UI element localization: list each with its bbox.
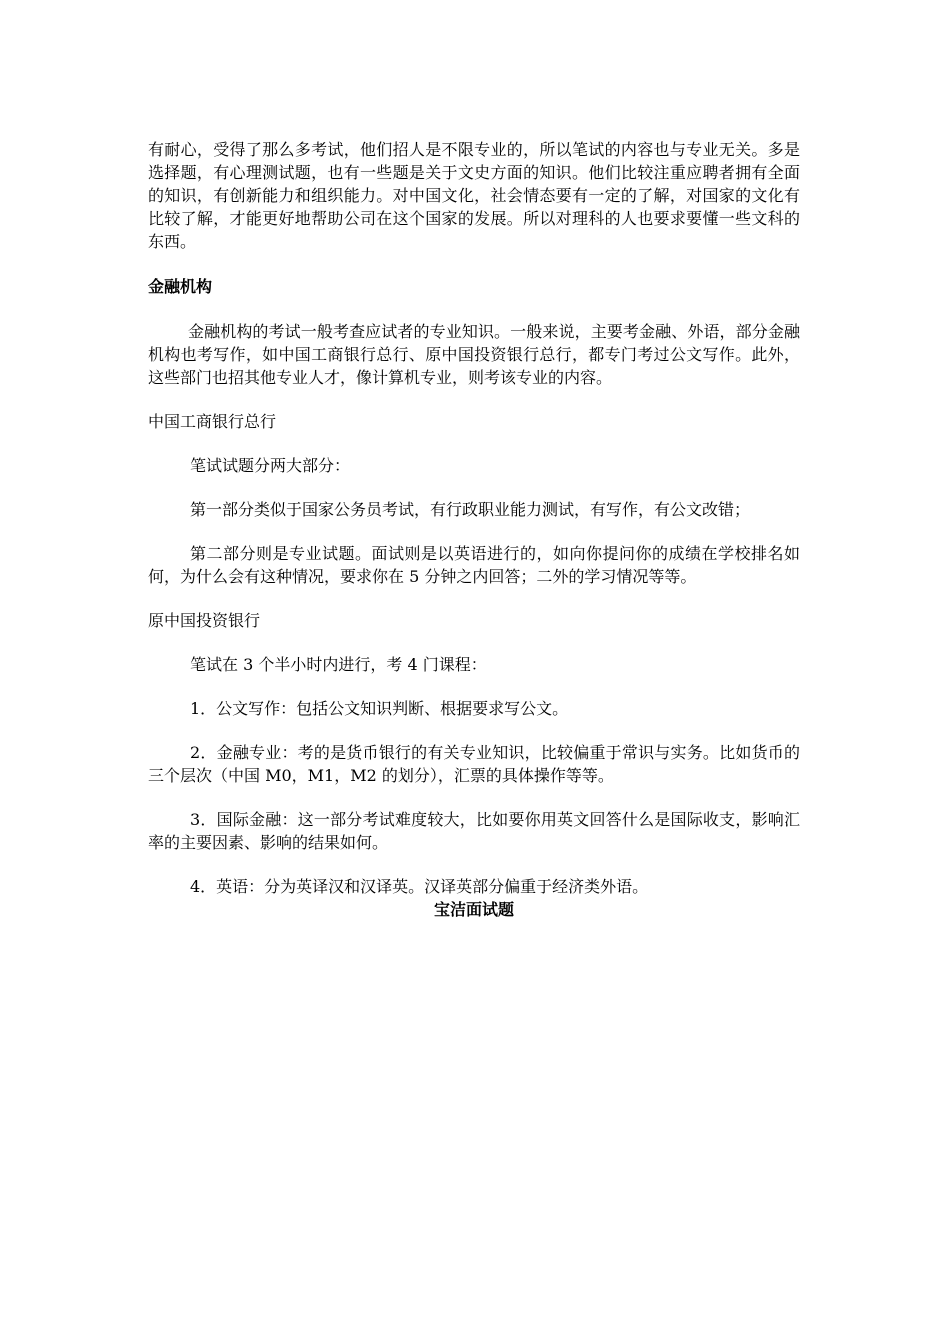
spacer <box>148 854 800 875</box>
spacer <box>148 298 800 320</box>
spacer <box>148 787 800 808</box>
investment-bank-item-1: 1．公文写作：包括公文知识判断、根据要求写公文。 <box>190 699 569 718</box>
investment-bank-paragraph-1: 笔试在 3 个半小时内进行，考 4 门课程： <box>190 655 487 674</box>
icbc-paragraph-3: 第二部分则是专业试题。面试则是以英语进行的，如向你提问你的成绩在学校排名如何，为什么会有这种情况，要求你在 5 分钟之内回答；二外的学习情况等等。 <box>148 544 800 586</box>
icbc-title: 中国工商银行总行 <box>148 412 277 431</box>
investment-bank-item-4: 4．英语：分为英译汉和汉译英。汉译英部分偏重于经济类外语。 <box>190 877 649 896</box>
spacer <box>148 676 800 697</box>
financial-institutions-paragraph: 金融机构的考试一般考查应试者的专业知识。一般来说，主要考金融、外语，部分金融机构也考写作，如中国工商银行总行、原中国投资银行总行，都专门考过公文写作。此外，这些部门也招其他专业人才，像计算机专业，则考该专业的内容。 <box>148 322 800 387</box>
investment-bank-item-3: 3．国际金融：这一部分考试难度较大，比如要你用英文回答什么是国际收支，影响汇率的主要因素、影响的结果如何。 <box>148 810 800 852</box>
spacer <box>148 389 800 410</box>
investment-bank-title: 原中国投资银行 <box>148 611 261 630</box>
next-section-title: 宝洁面试题 <box>433 900 514 919</box>
spacer <box>148 253 800 275</box>
icbc-paragraph-2: 第一部分类似于国家公务员考试，有行政职业能力测试，有写作，有公文改错； <box>190 500 751 519</box>
spacer <box>148 588 800 609</box>
spacer <box>148 433 800 454</box>
spacer <box>148 720 800 741</box>
spacer <box>148 477 800 498</box>
icbc-paragraph-1: 笔试试题分两大部分： <box>190 456 351 475</box>
section-title-financial-institutions: 金融机构 <box>148 277 213 296</box>
spacer <box>148 632 800 653</box>
investment-bank-item-2: 2．金融专业：考的是货币银行的有关专业知识，比较偏重于常识与实务。比如货币的三个层次（中国 M0，M1，M2 的划分），汇票的具体操作等等。 <box>148 743 800 785</box>
document-content <box>148 138 800 921</box>
spacer <box>148 521 800 542</box>
intro-paragraph: 有耐心，受得了那么多考试，他们招人是不限专业的，所以笔试的内容也与专业无关。多是选择题，有心理测试题，也有一些题是关于文史方面的知识。他们比较注重应聘者拥有全面的知识，有创新能力和组织能力。对中国文化，社会情态要有一定的了解，对国家的文化有比较了解，才能更好地帮助公司在这个国家的发展。所以对理科的人也要求要懂一些文科的东西。 <box>148 140 800 251</box>
